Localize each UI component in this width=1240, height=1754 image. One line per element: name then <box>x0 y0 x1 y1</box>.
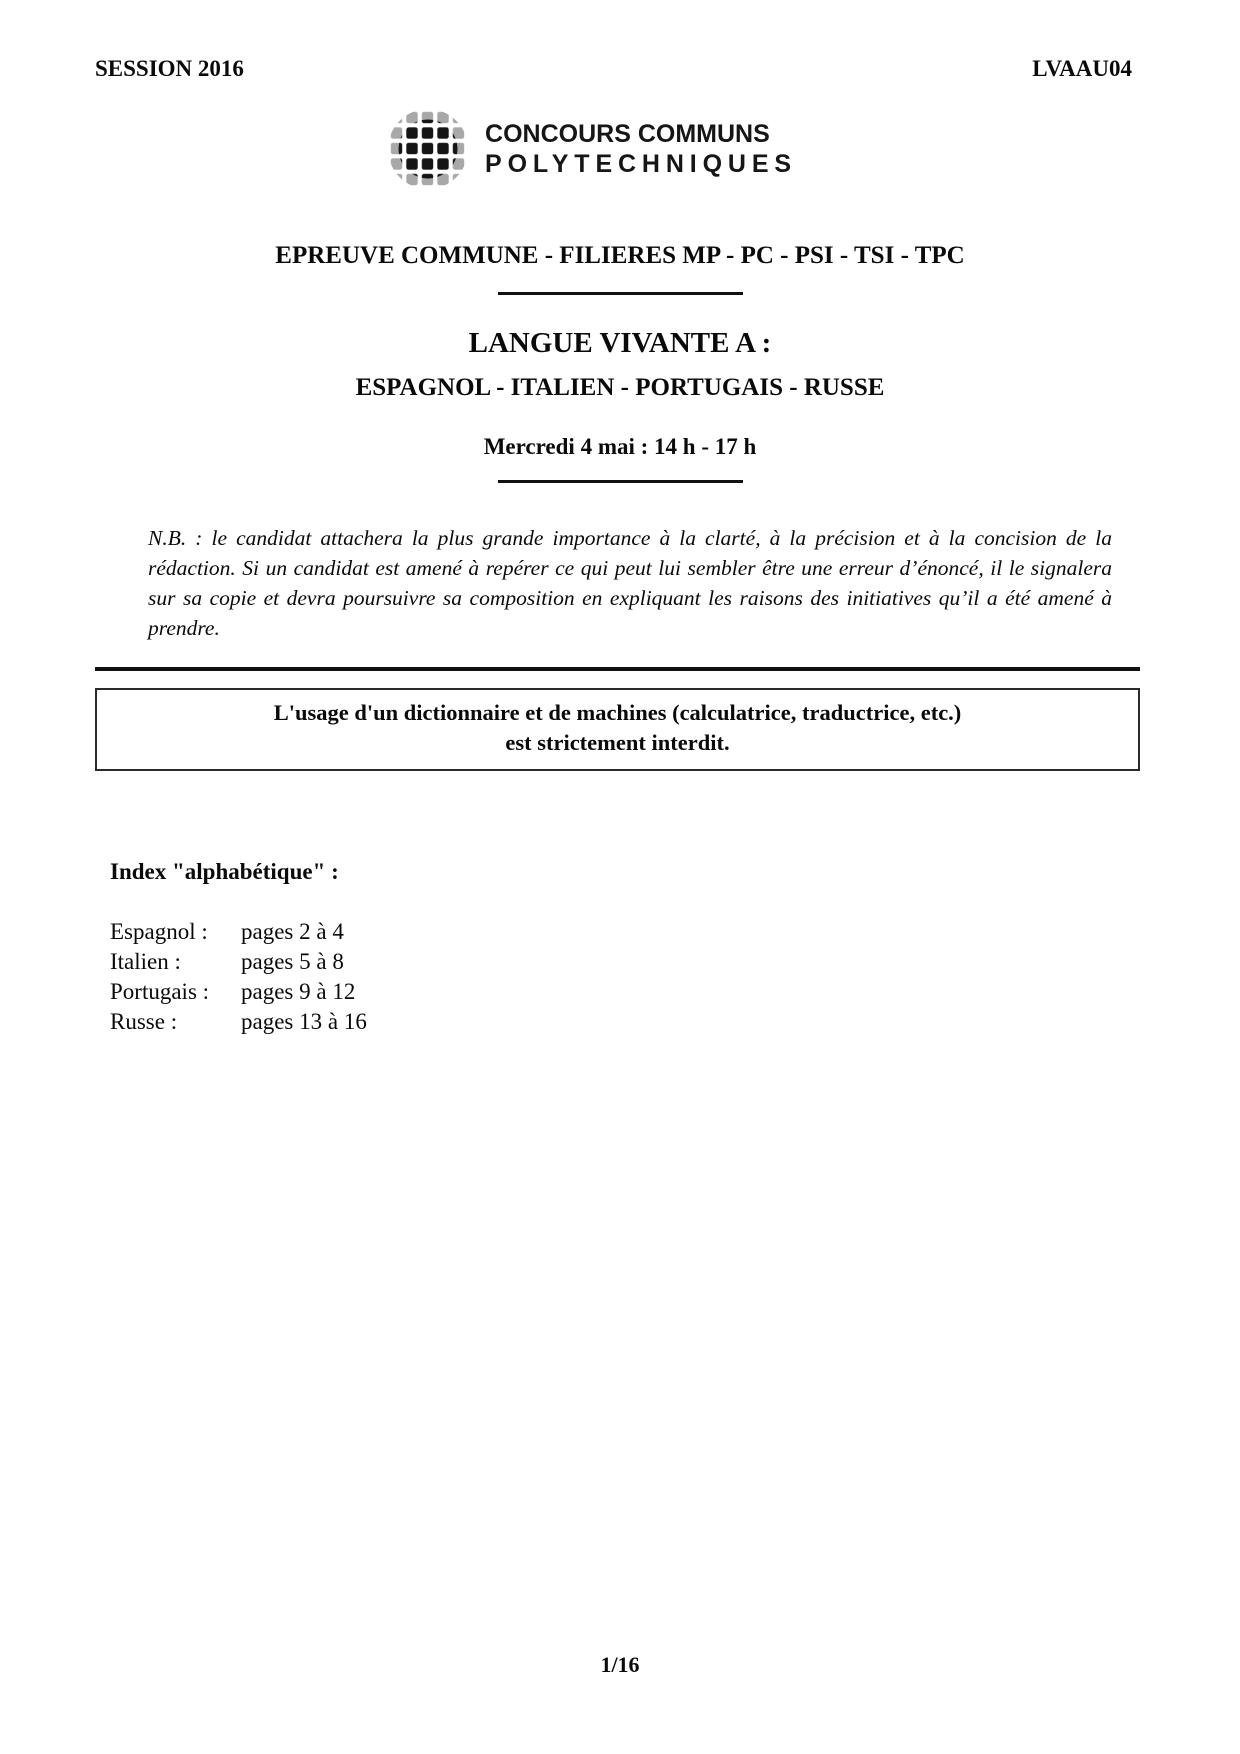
notice-line1: L'usage d'un dictionnaire et de machines (calculatrice, traductrice, etc.) <box>273 700 962 725</box>
page-header <box>0 0 1240 82</box>
subject-code: LVAAU04 <box>1032 56 1132 81</box>
nb-note: N.B. : le candidat attachera la plus grande importance à la clarté, à la précision et à la concision de la rédaction. Si un candidat est amené à repérer ce qui peut lui sembler être une erreur d’énoncé, il le signalera sur sa copie et devra poursuivre sa composition en expliquant les raisons des initiatives qu’il a été amené à prendre. <box>148 526 1112 640</box>
langue-vivante-title: LANGUE VIVANTE A : <box>468 327 772 359</box>
list-item <box>110 977 1240 1007</box>
session-label: SESSION 2016 <box>95 56 244 81</box>
title-zone <box>0 242 1240 483</box>
index-pages: pages 13 à 16 <box>241 1008 367 1034</box>
globe-mosaic-icon <box>387 108 469 190</box>
exam-date: Mercredi 4 mai : 14 h - 17 h <box>483 434 757 459</box>
logo-wordmark <box>485 119 797 180</box>
notice-box <box>95 688 1140 771</box>
languages-list-title: ESPAGNOL - ITALIEN - PORTUGAIS - RUSSE <box>355 374 885 401</box>
notice-line2: est strictement interdit. <box>505 730 730 756</box>
index-language: Russe : <box>110 1008 178 1034</box>
list-item <box>110 917 1240 947</box>
page-number: 1/16 <box>600 1652 640 1677</box>
index-language: Italien : <box>110 948 181 974</box>
epreuve-title: EPREUVE COMMUNE - FILIERES MP - PC - PSI - TSI - TPC <box>275 242 965 269</box>
ccp-logo <box>0 108 1212 190</box>
index-pages: pages 2 à 4 <box>241 918 344 944</box>
divider-line <box>95 667 1140 671</box>
index-language: Portugais : <box>110 978 210 1004</box>
logo-line1: CONCOURS COMMUNS <box>485 119 770 148</box>
index-pages: pages 5 à 8 <box>241 948 344 974</box>
list-item <box>110 1007 1240 1037</box>
list-item <box>110 947 1240 977</box>
index-pages: pages 9 à 12 <box>241 978 356 1004</box>
separator-line <box>498 480 743 483</box>
separator-line <box>498 292 743 295</box>
index-language: Espagnol : <box>110 918 208 944</box>
index-title: Index "alphabétique" : <box>110 858 339 884</box>
index-list <box>110 917 1240 1037</box>
logo-line2: POLYTECHNIQUES <box>485 150 797 178</box>
